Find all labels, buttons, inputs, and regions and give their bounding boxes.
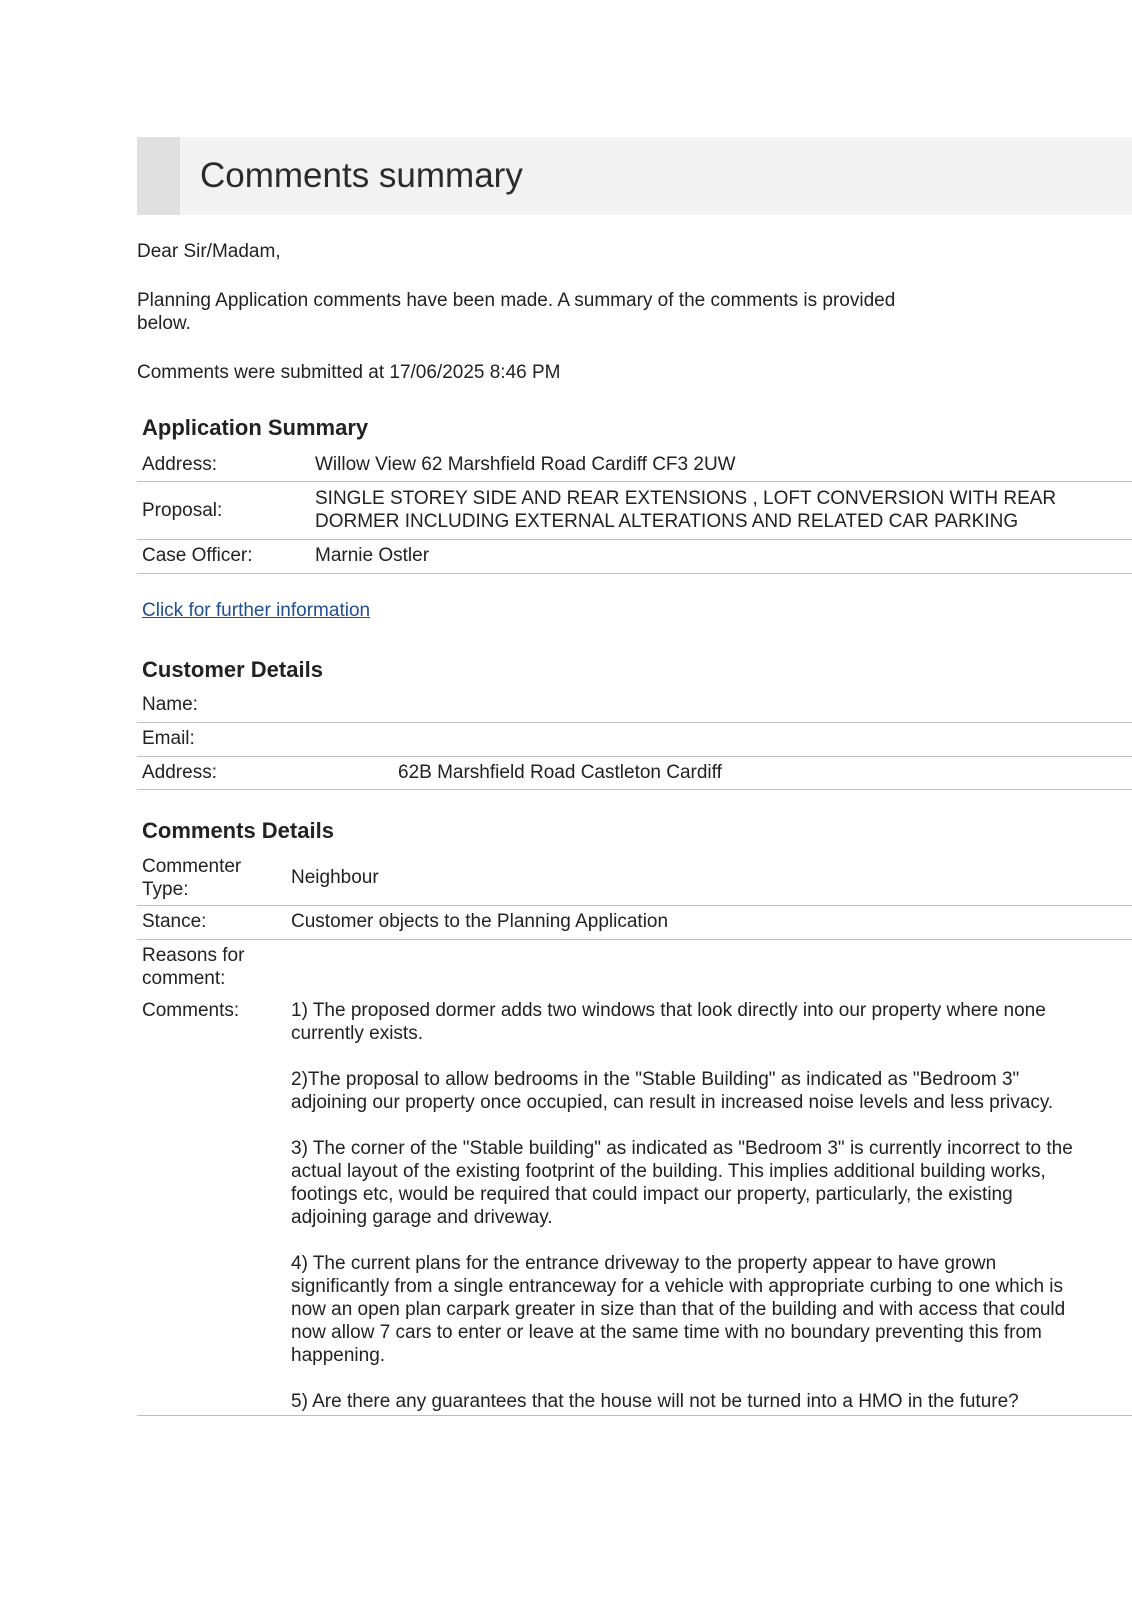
- name-label: Name:: [142, 694, 198, 715]
- address-value: Willow View 62 Marshfield Road Cardiff CF3 2UW: [315, 454, 736, 475]
- comments-row: [137, 997, 1132, 1416]
- proposal-label: Proposal:: [142, 500, 223, 521]
- comment-2-line-2: adjoining our property once occupied, can result in increased noise levels and less privacy.: [291, 1092, 1054, 1113]
- comment-3-line-1: 3) The corner of the "Stable building" as indicated as "Bedroom 3" is currently incorrect to the: [291, 1138, 1073, 1159]
- customer-details-title: Customer Details: [142, 657, 323, 682]
- commenter-type-value: Neighbour: [291, 867, 379, 888]
- case-officer-row: [137, 540, 1132, 574]
- stance-value: Customer objects to the Planning Application: [291, 911, 669, 932]
- comments-details-title: Comments Details: [142, 818, 334, 843]
- comments-text: [291, 999, 1126, 1413]
- page-header: [137, 137, 1132, 215]
- submitted-text: Comments were submitted at 17/06/2025 8:46 PM: [137, 362, 561, 383]
- comment-5-line-1: 5) Are there any guarantees that the house will not be turned into a HMO in the future?: [291, 1391, 1019, 1412]
- reasons-label: [142, 944, 244, 990]
- comment-1-line-2: currently exists.: [291, 1023, 423, 1044]
- application-summary-title: Application Summary: [142, 415, 369, 440]
- comment-2: [291, 1068, 1126, 1114]
- comments-label: Comments:: [142, 1000, 240, 1021]
- customer-address-value: 62B Marshfield Road Castleton Cardiff: [398, 762, 722, 783]
- header-accent-bar: [137, 137, 180, 215]
- email-row: [137, 723, 1132, 757]
- comment-3-line-2: actual layout of the existing footprint of the building. This implies additional building works,: [291, 1161, 1046, 1182]
- proposal-row: [137, 482, 1132, 540]
- reasons-row: [137, 941, 1132, 993]
- proposal-line-2: DORMER INCLUDING EXTERNAL ALTERATIONS AND RELATED CAR PARKING: [315, 511, 1019, 532]
- comment-1: [291, 999, 1126, 1045]
- comment-2-line-1: 2)The proposal to allow bedrooms in the "Stable Building" as indicated as "Bedroom 3": [291, 1069, 1020, 1090]
- comment-4-line-2: significantly from a single entranceway for a vehicle with appropriate curbing to one which is: [291, 1276, 1064, 1297]
- intro-line-1: Planning Application comments have been made. A summary of the comments is provided: [137, 290, 896, 311]
- address-row: [137, 446, 1132, 482]
- proposal-value: [315, 487, 1056, 533]
- stance-label: Stance:: [142, 911, 207, 932]
- comment-3-line-3: footings etc, would be required that could impact our property, particularly, the existing: [291, 1184, 1013, 1205]
- intro-text: [137, 289, 895, 335]
- customer-address-row: [137, 757, 1132, 790]
- commenter-type-row: [137, 852, 1132, 906]
- stance-row: [137, 906, 1132, 940]
- comment-3: [291, 1137, 1126, 1229]
- proposal-line-1: SINGLE STOREY SIDE AND REAR EXTENSIONS , LOFT CONVERSION WITH REAR: [315, 488, 1057, 509]
- commenter-type-label-line-2: Type:: [142, 879, 189, 900]
- comment-4: [291, 1252, 1126, 1367]
- commenter-type-label: [142, 855, 241, 901]
- email-label: Email:: [142, 728, 195, 749]
- page-title: Comments summary: [200, 156, 523, 195]
- name-row: [137, 689, 1132, 723]
- comment-4-line-3: now an open plan carpark greater in size than that of the building and with access that could: [291, 1299, 1066, 1320]
- comment-4-line-5: happening.: [291, 1345, 386, 1366]
- comment-4-line-4: now allow 7 cars to enter or leave at the same time with no boundary preventing this from: [291, 1322, 1042, 1343]
- comment-1-line-1: 1) The proposed dormer adds two windows that look directly into our property where none: [291, 1000, 1046, 1021]
- comment-3-line-4: adjoining garage and driveway.: [291, 1207, 553, 1228]
- commenter-type-label-line-1: Commenter: [142, 856, 242, 877]
- further-information-link[interactable]: Click for further information: [142, 600, 371, 621]
- case-officer-label: Case Officer:: [142, 545, 253, 566]
- address-label: Address:: [142, 454, 217, 475]
- reasons-label-line-2: comment:: [142, 968, 226, 989]
- case-officer-value: Marnie Ostler: [315, 545, 430, 566]
- comment-5: [291, 1390, 1126, 1413]
- intro-line-2: below.: [137, 313, 191, 334]
- greeting: Dear Sir/Madam,: [137, 241, 281, 262]
- reasons-label-line-1: Reasons for: [142, 945, 245, 966]
- comment-4-line-1: 4) The current plans for the entrance driveway to the property appear to have grown: [291, 1253, 997, 1274]
- customer-address-label: Address:: [142, 762, 217, 783]
